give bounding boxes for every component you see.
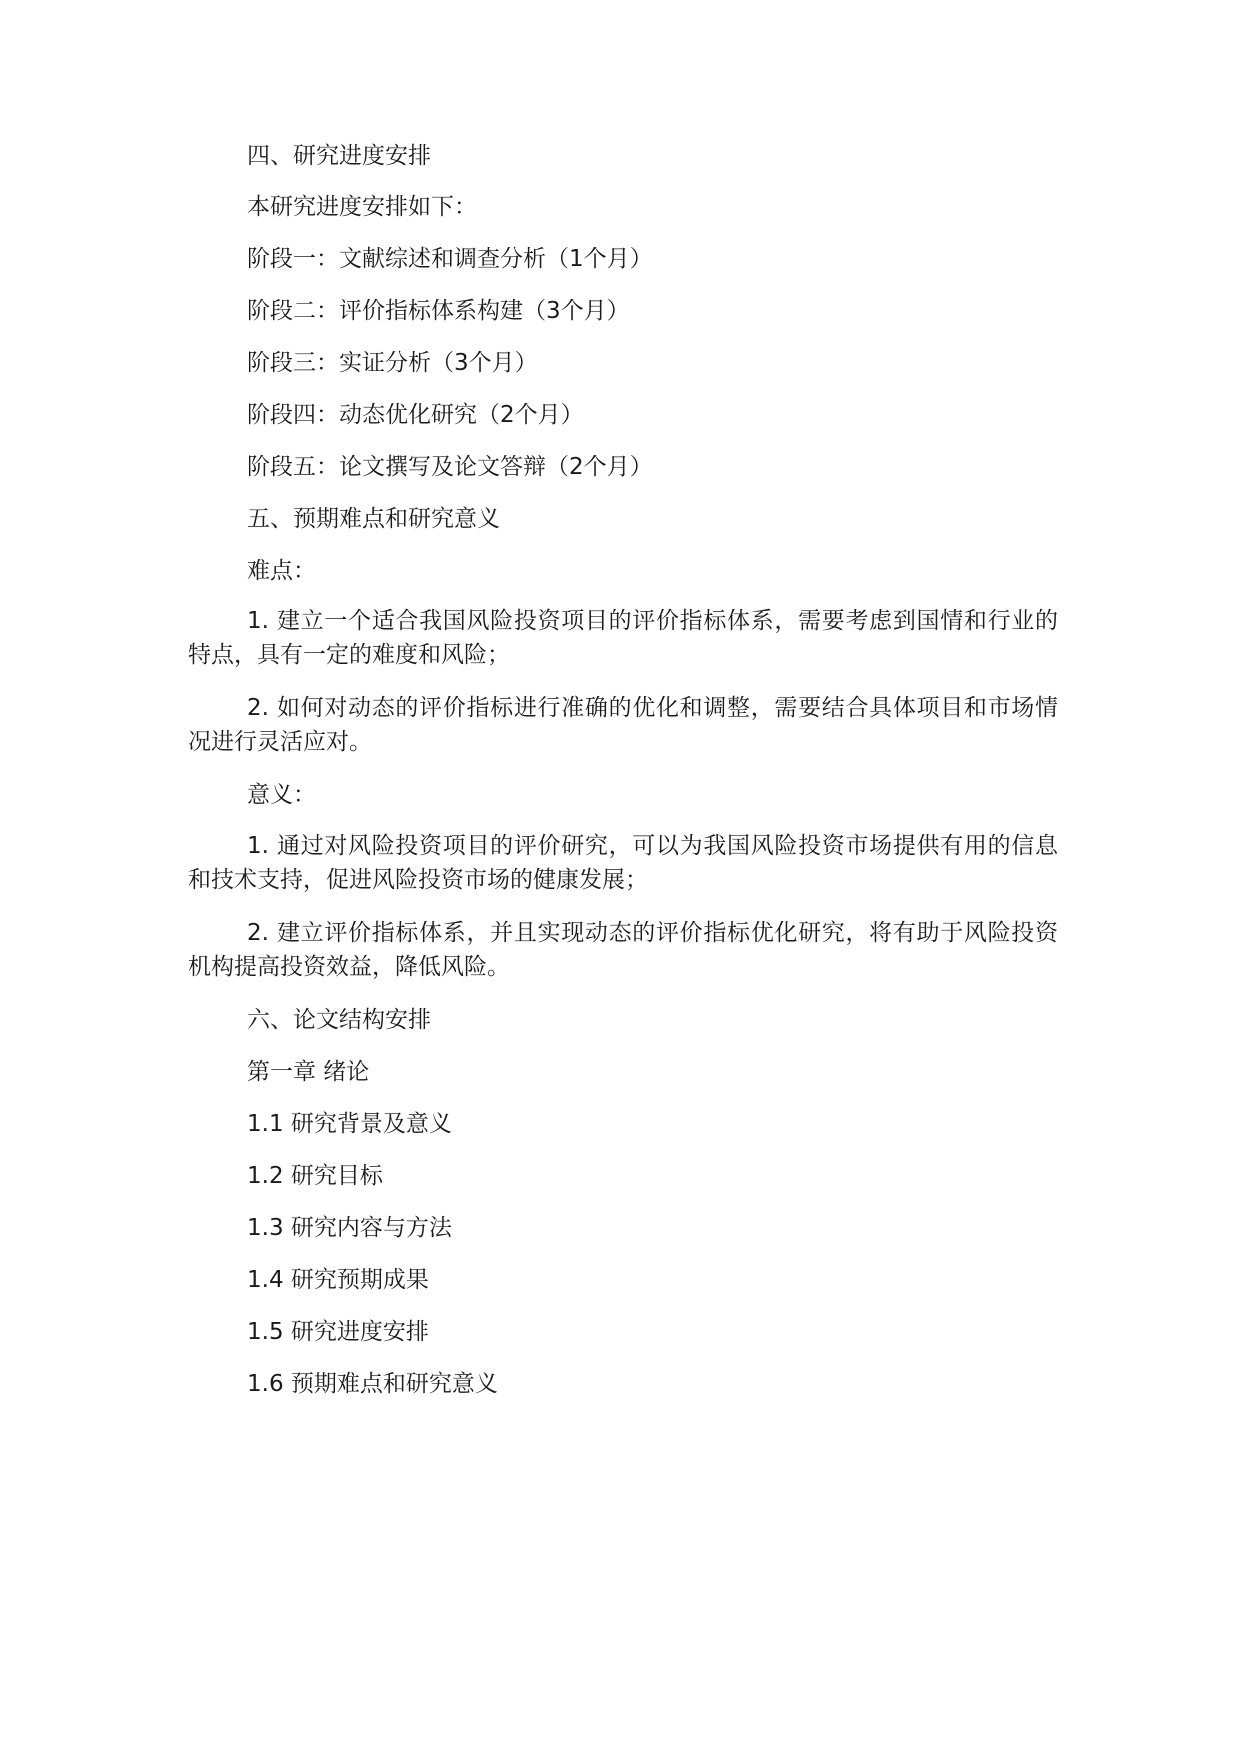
difficulty-paragraph: 1. 建立一个适合我国风险投资项目的评价指标体系，需要考虑到国情和行业的特点，具有一定的难度和风险； bbox=[188, 608, 1058, 668]
difficulties-label: 难点： bbox=[247, 558, 316, 584]
outline-item: 1.1 研究背景及意义 bbox=[247, 1111, 452, 1137]
difficulty-paragraph: 2. 如何对动态的评价指标进行准确的优化和调整，需要结合具体项目和市场情况进行灵活应对。 bbox=[188, 695, 1058, 755]
outline-item: 1.2 研究目标 bbox=[247, 1163, 383, 1189]
outline-item: 1.4 研究预期成果 bbox=[247, 1267, 429, 1293]
stage-item: 阶段五：论文撰写及论文答辩（2个月） bbox=[247, 454, 653, 480]
significance-paragraph: 2. 建立评价指标体系，并且实现动态的评价指标优化研究，将有助于风险投资机构提高投资效益，降低风险。 bbox=[188, 920, 1058, 980]
significance-label: 意义： bbox=[247, 782, 316, 808]
section4-intro: 本研究进度安排如下： bbox=[247, 194, 477, 220]
stage-item: 阶段四：动态优化研究（2个月） bbox=[247, 402, 584, 428]
outline-item: 1.6 预期难点和研究意义 bbox=[247, 1371, 498, 1397]
stage-item: 阶段三：实证分析（3个月） bbox=[247, 350, 538, 376]
stage-item: 阶段一：文献综述和调查分析（1个月） bbox=[247, 246, 653, 272]
significance-paragraph: 1. 通过对风险投资项目的评价研究，可以为我国风险投资市场提供有用的信息和技术支持，促进风险投资市场的健康发展； bbox=[188, 833, 1058, 893]
section4-heading: 四、研究进度安排 bbox=[247, 143, 431, 169]
stage-item: 阶段二：评价指标体系构建（3个月） bbox=[247, 298, 630, 324]
chapter-title: 第一章 绪论 bbox=[247, 1059, 370, 1085]
outline-item: 1.5 研究进度安排 bbox=[247, 1319, 429, 1345]
section6-heading: 六、论文结构安排 bbox=[247, 1007, 431, 1033]
section5-heading: 五、预期难点和研究意义 bbox=[247, 506, 500, 532]
outline-item: 1.3 研究内容与方法 bbox=[247, 1215, 452, 1241]
